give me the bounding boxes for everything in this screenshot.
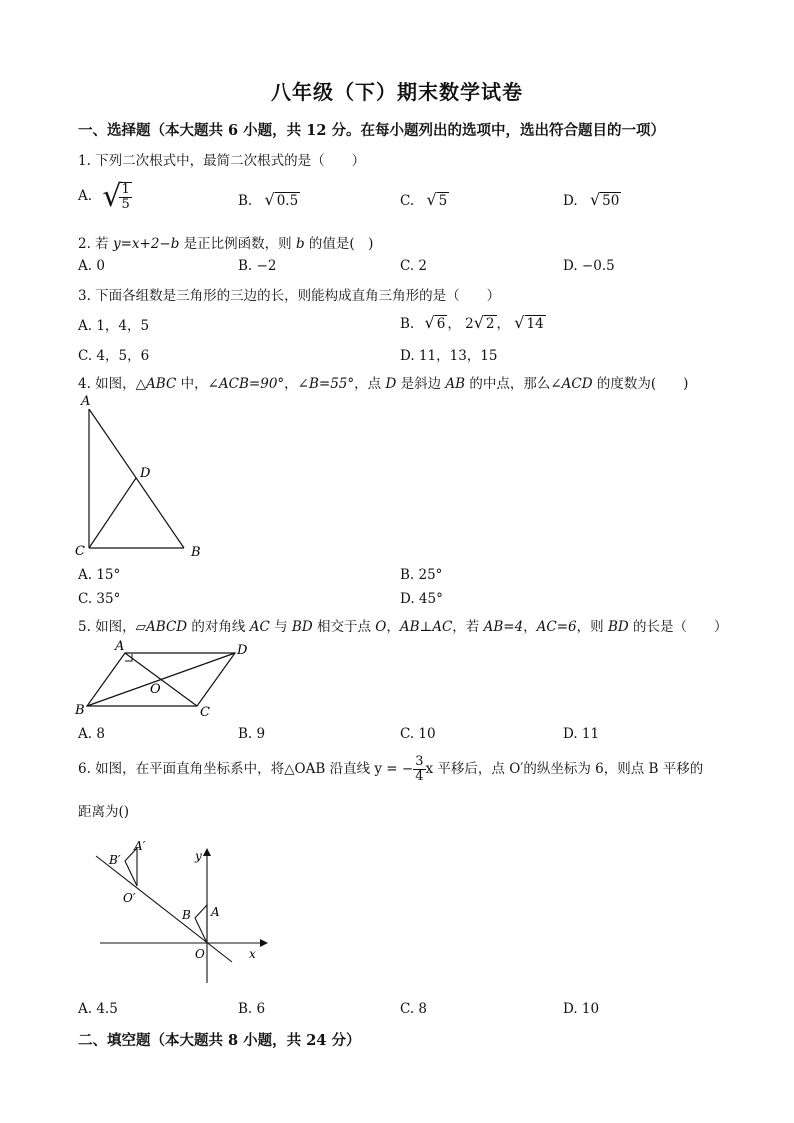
q6-label-o: O xyxy=(195,947,205,961)
q2-option-c: C. 2 xyxy=(400,258,428,274)
q1-option-a: A. √ $\frac{1}{5}$ xyxy=(78,179,130,214)
q6-stem xyxy=(78,752,703,786)
q4-figure xyxy=(70,392,220,562)
q1-option-b-radicand: 0.5 xyxy=(276,193,299,209)
q4-triangle: △ABC xyxy=(135,376,177,392)
q6-label-b: B xyxy=(182,908,191,922)
q4-stem-text-7: 的度数为( ) xyxy=(592,376,689,392)
q5-stem xyxy=(78,615,728,635)
q5-parallelogram: ▱ABCD xyxy=(135,619,188,635)
q4-label-b: B xyxy=(191,545,201,560)
q5-option-c: C. 10 xyxy=(400,726,436,742)
q5-label-b: B xyxy=(75,703,85,718)
q4-option-c: C. 35° xyxy=(78,591,121,607)
q1-option-d: D. √ 50 xyxy=(563,190,620,209)
q5-option-b: B. 9 xyxy=(238,726,266,742)
q6-figure xyxy=(92,838,272,988)
q1-option-d-radicand: 50 xyxy=(602,193,620,209)
q6-stem-text-1: 6. 如图，在平面直角坐标系中，将△OAB 沿直线 y = − xyxy=(78,761,414,777)
q6-option-d: D. 10 xyxy=(563,1001,600,1017)
q2-stem-text-1: 2. 若 xyxy=(78,236,113,252)
q5-perpendicular: AB⊥AC xyxy=(399,619,453,635)
q5-label-o: O xyxy=(150,682,161,697)
q5-stem-text-7: ， xyxy=(523,619,537,635)
q1-option-a-letter: A. xyxy=(78,188,93,204)
q5-stem-text-8: ，则 xyxy=(576,619,608,635)
q4-median-cd xyxy=(89,478,136,548)
q4-stem-text-1: 4. 如图， xyxy=(78,376,136,392)
q5-stem-text-9: 的长是（ ） xyxy=(628,619,728,635)
q3-option-b-root-1: 6 xyxy=(436,316,446,332)
q6-label-b-prime: B′ xyxy=(109,853,121,867)
q6-option-a: A. 4.5 xyxy=(78,1001,118,1017)
q4-option-d: D. 45° xyxy=(400,591,443,607)
q6-y-arrow xyxy=(203,848,211,856)
q5-stem-text-4: 相交于点 xyxy=(312,619,376,635)
q1-option-b: B. √ 0.5 xyxy=(238,190,299,209)
q3-stem: 3. 下面各组数是三角形的三边的长，则能构成直角三角形的是（ ） xyxy=(78,288,501,304)
q3-option-b-letter: B. xyxy=(400,316,415,332)
q5-diagonal-ac: AC xyxy=(249,619,270,635)
q6-stem-line-2: 距离为() xyxy=(78,804,130,820)
q4-stem-text-2: 中， xyxy=(176,376,208,392)
q4-stem xyxy=(78,372,688,392)
q1-option-b-letter: B. xyxy=(238,193,253,209)
q4-point-d: D xyxy=(385,376,397,392)
q6-option-b: B. 6 xyxy=(238,1001,266,1017)
q6-option-c: C. 8 xyxy=(400,1001,428,1017)
q2-option-d: D. −0.5 xyxy=(563,258,615,274)
q1-option-d-letter: D. xyxy=(563,193,578,209)
q3-option-b-coefficient: 2 xyxy=(465,316,474,332)
q6-fraction-numerator: 3 xyxy=(415,754,424,769)
q1-option-c-letter: C. xyxy=(400,193,415,209)
q6-fraction-denominator: 4 xyxy=(415,769,424,784)
q6-label-y: y xyxy=(195,849,202,863)
q6-x-arrow xyxy=(260,939,268,947)
section-2-heading: 二、填空题（本大题共 8 小题，共 24 分） xyxy=(78,1032,361,1049)
q2-stem-text-3: 的值是( ) xyxy=(304,236,374,252)
q3-option-b-root-3: 14 xyxy=(526,316,544,332)
page-title: 八年级（下）期末数学试卷 xyxy=(271,80,523,104)
q4-angle-acb: ∠ACB=90° xyxy=(207,376,285,392)
q5-stem-text-6: ，若 xyxy=(452,619,484,635)
q4-stem-text-3: ， xyxy=(284,376,298,392)
q6-stem-text-2: x 平移后，点 O′的纵坐标为 6，则点 B 平移的 xyxy=(425,761,704,777)
q3-option-c: C. 4，5，6 xyxy=(78,348,150,364)
q5-label-a: A xyxy=(115,639,125,654)
q6-label-o-prime: O′ xyxy=(123,891,136,905)
q2-stem xyxy=(78,232,373,252)
q1-option-c-radicand: 5 xyxy=(438,193,448,209)
q3-option-d: D. 11，13，15 xyxy=(400,348,498,364)
q6-fraction xyxy=(413,755,425,784)
q1-option-a-numerator: 1 xyxy=(121,181,130,197)
q2-option-b: B. −2 xyxy=(238,258,277,274)
q4-option-a: A. 15° xyxy=(78,567,121,583)
q5-stem-text-2: 的对角线 xyxy=(187,619,250,635)
q1-stem: 1. 下列二次根式中，最简二次根式的是（ ） xyxy=(78,153,366,169)
q6-label-a: A xyxy=(211,905,220,919)
q5-diagonal-bd: BD xyxy=(291,619,313,635)
q5-target-bd: BD xyxy=(607,619,629,635)
q6-label-a-prime: A′ xyxy=(134,839,146,853)
q5-line-bd xyxy=(87,653,235,706)
q5-ac-length: AC=6 xyxy=(536,619,577,635)
q2-stem-text-2: 是正比例函数，则 xyxy=(179,236,296,252)
q5-option-a: A. 8 xyxy=(78,726,105,742)
q4-label-a: A xyxy=(81,394,91,409)
q5-option-d: D. 11 xyxy=(563,726,600,742)
q5-stem-text-1: 5. 如图， xyxy=(78,619,136,635)
q4-stem-text-4: ，点 xyxy=(354,376,386,392)
q5-figure xyxy=(70,636,260,721)
q4-stem-text-5: 是斜边 xyxy=(396,376,446,392)
q4-angle-acd: ∠ACD xyxy=(550,376,593,392)
q3-option-b: B. √ 6 ， 2√ 2 ， √ 14 xyxy=(400,313,544,332)
q4-angle-b: ∠B=55° xyxy=(297,376,355,392)
q6-label-x: x xyxy=(249,947,256,961)
q5-point-o: O xyxy=(375,619,387,635)
q2-option-a: A. 0 xyxy=(78,258,105,274)
section-1-heading: 一、选择题（本大题共 6 小题，共 12 分。在每小题列出的选项中，选出符合题目的一项） xyxy=(78,122,665,139)
q1-option-a-denominator: 5 xyxy=(121,196,130,212)
q4-stem-text-6: 的中点，那么 xyxy=(465,376,551,392)
q5-stem-text-3: 与 xyxy=(269,619,292,635)
q4-segment-ab: AB xyxy=(445,376,466,392)
q2-equation: y=x+2−b xyxy=(112,236,180,252)
q2-variable: b xyxy=(295,236,305,252)
q3-option-a: A. 1，4，5 xyxy=(78,318,150,334)
q5-label-d: D xyxy=(237,643,248,658)
q5-label-c: C xyxy=(200,705,210,720)
q4-option-b: B. 25° xyxy=(400,567,443,583)
q5-ab-length: AB=4 xyxy=(483,619,524,635)
q5-stem-text-5: ， xyxy=(386,619,400,635)
q4-label-c: C xyxy=(75,544,85,559)
q1-option-c: C. √ 5 xyxy=(400,190,448,209)
q3-option-b-root-2: 2 xyxy=(485,316,495,332)
q4-label-d: D xyxy=(140,466,151,481)
